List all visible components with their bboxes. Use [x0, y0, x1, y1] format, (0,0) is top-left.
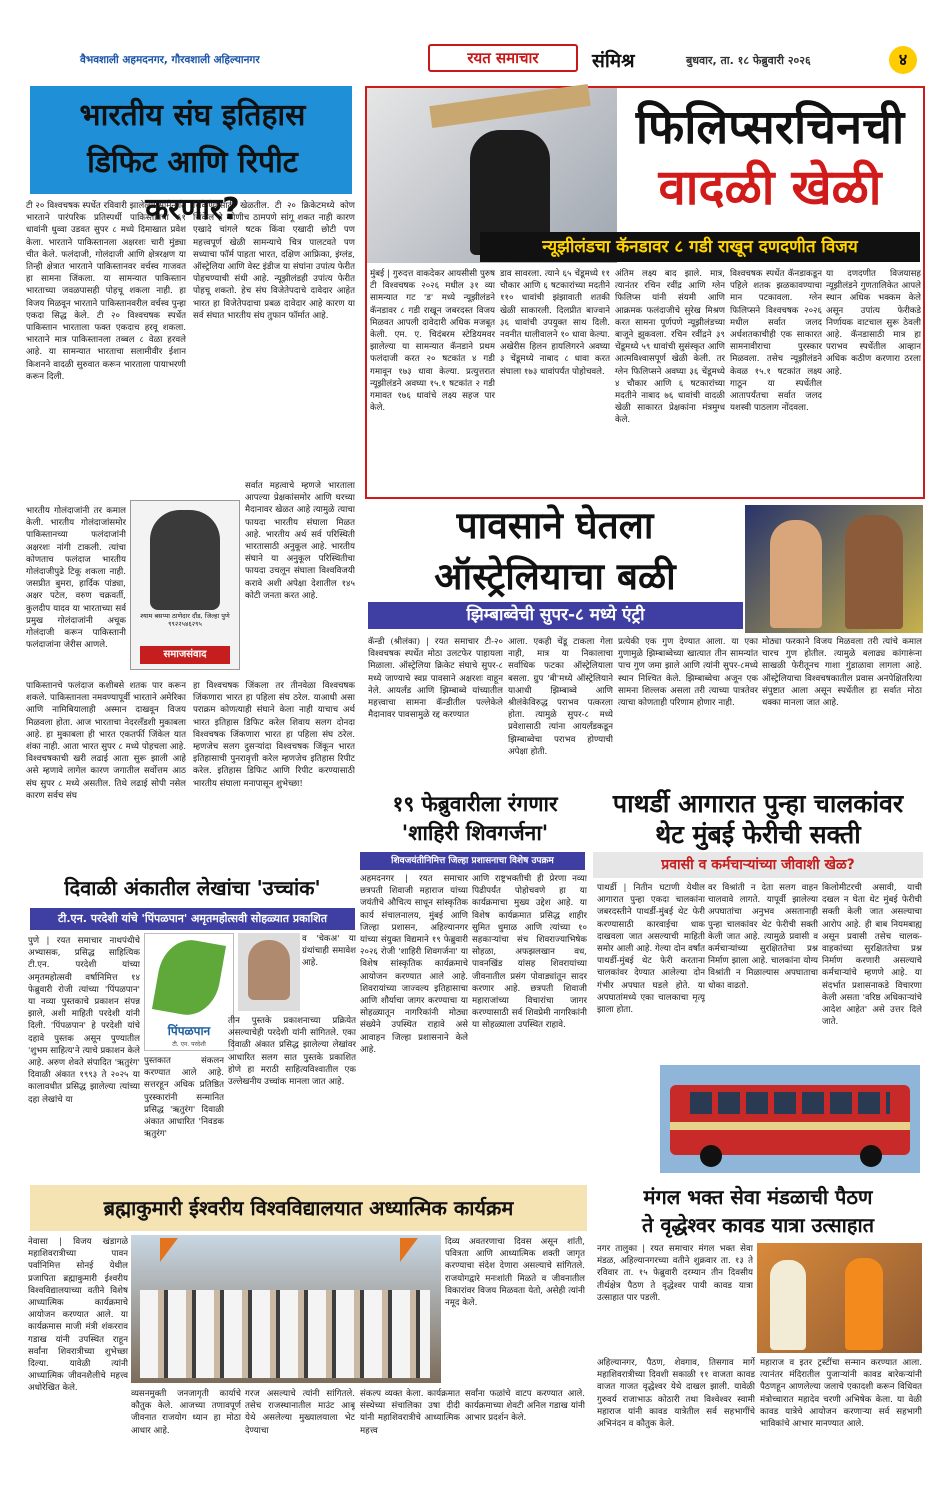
bus-wheel-rear	[860, 1145, 882, 1167]
mangal-column-2: अहिल्यानगर, पैठण, शेवगाव, तिसगाव मार्गे महाशिवरात्रीच्या दिवशी सकाळी ११ वाजता कावड वाजत गाजत वृद्धेश्वर येथे दाखल झाली. यावेळी गुरुवर्य राजाभाऊ कोठारी तथा विश्वेश्वर स्वामी महाराज यांनी कावड यात्रेतील सर्व सहभागींचे अभिनंदन व कौतुक केले.	[597, 1358, 755, 1430]
phillips-column-5: या दणदणीत विजयासह न्यूझीलंडने गुणतालिकेत आपले स्थान अधिक भक्कम केले असून उपांत्य फेरीकडे निर्णायक वाटचाल सुरू ठेवली आहे. कॅनडासाठी मात्र हा पराभव स्पर्धेतील आव्हान अधिक कठीण करणारा ठरला आहे.	[826, 269, 921, 377]
pathardi-column-3: किलोमीटरची असावी, याची दखल न घेता थेट मुंबई फेरीची सक्ती केली जात असल्याचा आरोप आहे. ही बाब नियमबाह्य असून प्रवासी तसेच चालक-वाहकांच्या सुरक्षिततेचा प्रश्न निर्माण करणारी असल्याचे कर्मचाऱ्यांचे म्हणणे आहे. या संदर्भात प्रशासनाकडे विचारणा केली असता 'वरिष्ठ अधिकाऱ्यांचे आदेश आहेत' असे उत्तर दिले जाते.	[822, 883, 922, 1028]
shiv-subhead: शिवजयंतीनिमित्त जिल्हा प्रशासनाचा विशेष उपक्रम	[360, 852, 585, 870]
flag-icon-left	[160, 1238, 178, 1262]
brahma-column-1: नेवासा | विजय खंडागळे महाशिवरात्रीच्या पावन पर्वानिमित्त सोनई येथील प्रजापिता ब्रह्माकुमारी ईश्वरीय विश्वविद्यालयाच्या वतीने विशेष आध्यात्मिक कार्यक्रमाचे आयोजन करण्यात आले. या कार्यक्रमास माजी मंत्री शंकरराव गडाख यांनी उपस्थित राहून सर्वांना शिवरात्रीच्या शुभेच्छा दिल्या. यावेळी त्यांनी आध्यात्मिक जीवनशैलीचे महत्त्व अधोरेखित केले.	[28, 1237, 128, 1394]
left-column-bottom-2: हा विश्वचषक जिंकला तर तीनवेळा विश्वचषक जिंकणारा भारत हा पहिला संघ ठरेल. याआधी असा पराक्रम कोणत्याही संघाने केला नाही याचाच अर्थ भारत इतिहास डिफिट करेल शिवाय सलग दोनदा विश्वचषक जिंकणारा भारत हा पहिला संघ ठरेल. म्हणजेच सलग दुसऱ्यांदा विश्वचषक जिंकून भारत इतिहासाची पुनरावृत्ती करेल म्हणजेच इतिहास रिपीट करेल. इतिहास डिफिट आणि रिपीट करण्यासाठी भारतीय संघाला मनापासून शुभेच्छा!	[193, 681, 355, 789]
phillips-headline-2: वादळी खेळी	[658, 159, 882, 216]
pathardi-headline-line2: थेट मुंबई फेरीची सक्ती	[655, 820, 861, 849]
pathardi-column-1: पाथर्डी | नितीन घटाणी येथील आगारात पुन्हा एकदा चालकांना जबरदस्तीने पाथर्डी-मुंबई थेट फेरी करण्यासाठी कारवाईचा धाक दाखवला जात असल्याची माहिती समोर आली आहे. गेल्या दोन वर्षांत पाथर्डी-मुंबई थेट फेरी करताना चालकांवर देण्यात आलेल्या दोन गंभीर अपघात घडले होते. या अपघातांमध्ये एका चालकाचा मृत्यू झाला होता.	[597, 883, 705, 1016]
diwali-headline: दिवाळी अंकातील लेखांचा 'उच्चांक'	[64, 876, 321, 900]
crowd-figures	[140, 1290, 430, 1378]
book-title: पिंपळपान	[167, 1024, 211, 1038]
brahma-column-2: दिव्य अवतरणाचा दिवस असून शांती, पवित्रता आणि आध्यात्मिक शक्ती जागृत करण्याचा संदेश देणारा असल्याचे सांगितले. राजयोगद्वारे मनःशांती मिळते व जीवनातील विकारांवर विजय मिळवता येतो, असेही त्यांनी नमूद केले.	[445, 1237, 585, 1309]
left-column-bottom-1: पाकिस्तानचे फलंदाज कशीबसे शतक पार करून शकले. पाकिस्तानला नमवण्यापूर्वी भारताने अमेरिका आणि नामिबियालाही अस्मान दाखवून विजय मिळवला होता. आज भारताचा नेदरलँडशी मुकाबला आहे. हा मुकाबला ही भारत एकतर्फी जिंकेल यात शंका नाही. आता भारत सुपर ८ मध्ये पोहचला आहे. विश्वचषकाची खरी लढाई आता सुरू झाली आहे असे म्हणावे लागेल कारण जगातील सर्वोत्तम आठ संघ सुपर ८ मध्ये असतील. तिथे लढाई सोपी नसेल कारण सर्वच संघ	[26, 681, 186, 801]
pathardi-headline-line1: पाथर्डी आगारात पुन्हा चालकांवर	[612, 789, 904, 818]
rain-headline-1: पावसाने घेतला	[456, 504, 654, 547]
player-figure-1	[770, 520, 822, 628]
diwali-column-3: पुस्तकात संकलन करण्यात आले आहे. सत्तरहून अधिक प्रतिष्ठित पुरस्कारांनी सन्मानित प्रसिद्ध 'ऋतुरंग' दिवाळी अंकात आधारित 'निवडक ऋतुरंग'	[144, 1056, 224, 1140]
phillips-headline-1: फिलिप्सरचिनची	[635, 100, 905, 155]
person-figure-2	[845, 1258, 883, 1350]
left-column-1b: भारतीय गोलंदाजांनी तर कमाल केली. भारतीय गोलंदाजांसमोर पाकिस्तानच्या फलंदाजांनी अक्षरशः नांगी टाकली. त्यांचा कोणताच फलंदाज भारतीय गोलंदाजीपुढे टिकू शकला नाही. जसप्रीत बुमरा, हार्दिक पांड्या, अक्षर पटेल, वरुण चक्रवर्ती, कुलदीप यादव या भारताच्या सर्व प्रमुख गोलंदाजांनी अचूक गोलंदाजी करून पाकिस्तानी फलंदाजांना जेरीस आणले.	[26, 506, 126, 651]
person-figure-1	[770, 1260, 806, 1350]
rain-column-2: आला. एकही चेंडू टाकला गेला नाही, मात्र या निकालाचा सर्वाधिक फटका ऑस्ट्रेलियाला बसला. ग्रुप 'बी'मध्ये ऑस्ट्रेलियाने याआधी झिम्बाब्वे आणि श्रीलंकेविरुद्ध पराभव पत्करला होता. त्यामुळे सुपर-८ मध्ये प्रवेशासाठी त्यांना आयर्लंडकडून झिम्बाब्वेचा पराभव होण्याची अपेक्षा होती.	[508, 637, 613, 757]
book-author: टी. एन. परदेशी	[172, 1041, 206, 1048]
left-column-1: टी २० विश्वचषक स्पर्धेत रविवारी झालेल्या सामन्यात भारताने पारंपरिक प्रतिस्पर्धी पाकिस्तानचा ६१ धावांनी धुव्वा उडवत सुपर ८ मध्ये दिमाखात प्रवेश केला. भारताने पाकिस्तानला अक्षरशः चारी मुंड्या चीत केले. फलंदाजी, गोलंदाजी आणि क्षेत्ररक्षण या तिन्ही क्षेत्रात भारताने पाकिस्तानवर वर्चस्व गाजवत हा सामना जिंकला. या सामन्यात पाकिस्तान भारताच्या जवळपासही पोहचू शकला नाही. हा विजय मिळवून भारताने पाकिस्तानवरील वर्चस्व पुन्हा एकदा सिद्ध केले. टी २० विश्वचषक स्पर्धेत पाकिस्तान भारताला फक्त एकदाच हरवू शकला. भारताने मात्र पाकिस्तानला तब्बल ८ वेळा हरवले आहे. या सामन्यात भारताचा सलामीवीर ईशान किशनने वादळी सुरुवात करून भारताला पायाभरणी करून दिली.	[26, 201, 186, 382]
masthead-tagline: वैभवशाली अहमदनगर, गौरवशाली अहिल्यानगर	[80, 54, 260, 66]
rain-column-3: प्रत्येकी एक गुण देण्यात आला. या एका गुणामुळे झिम्बाब्वेच्या खात्यात तीन सामन्यांत पाच गुण जमा झाले आणि त्यांनी सुपर-८मध्ये स्थान निश्चित केले. झिम्बाब्वेचा अजून एक सामना शिल्लक असला तरी त्याच्या पात्रतेवर त्याचा कोणताही परिणाम होणार नाही.	[618, 637, 758, 709]
column-badge: समाजसंवाद	[140, 646, 230, 664]
flag-icon-right	[400, 1238, 418, 1262]
mangal-headline	[593, 1183, 923, 1239]
phillips-column-4: विश्वचषक स्पर्धेत कॅनडाकडून पहिले शतक झळकावण्याचा मान पटकावला. ग्लेन फिलिप्सने विश्वचषक २०२६ मधील सर्वात जलद अर्धशतकाचीही एक साकारत सामनावीराचा पुरस्कार मिळवला. तसेच न्यूझीलंडने केवळ १५.१ षटकांत लक्ष्य गाठून या स्पर्धेतील आतापर्यंतचा सर्वात जलद यशस्वी पाठलाग नोंदवला.	[730, 269, 822, 414]
phillips-column-2: डाव सावरला. त्याने ६५ चेंडूमध्ये ११ चौकार आणि ६ षटकारांच्या मदतीने ११० धावांची झंझावाती शतकी खेळी साकारली. दिलप्रीत बाज्वाने ३६ धावांची उपयुक्त साथ दिली. नवनीत धालीवालने १० धावा केल्या. अखेरीस हिलन हायलिगरने अवघ्या ३ चेंडूमध्ये नाबाद ८ धावा करत संघाला १७३ धावांपर्यंत पोहोचवले.	[500, 269, 610, 377]
bus-stripe	[670, 1122, 910, 1130]
rain-column-4: मोठ्या फरकाने विजय मिळवला तरी त्यांचे कमाल चारच गुण होतील. त्यामुळे बलाढ्य कांगारूंना साखळी फेरीतूनच गाशा गुंडाळावा लागला आहे. ऑस्ट्रेलियाचा विश्वचषकातील प्रवास अनपेक्षितरित्या संपुष्टात आला असून स्पर्धेतील हा सर्वात मोठा धक्का मानला जात आहे.	[762, 637, 922, 709]
diwali-subhead: टी.एन. परदेशी यांचे 'पिंपळपान' अमृतमहोत्सवी सोहळ्यात प्रकाशित	[30, 908, 355, 930]
phillips-subhead: न्यूझीलंडचा कॅनडावर ८ गडी राखून दणदणीत विजय	[480, 232, 920, 262]
mangal-column-3: महाराज व इतर ट्रस्टींचा सन्मान करण्यात आला. त्यानंतर मंदिरातील पुजाऱ्यांनी कावड बारेकऱ्यांनी पैठणहून आणलेल्या जलाचे एकादशी करून विधिवत मंत्रोच्चारात महादेव चरणी अभिषेक केला. या वेळी कावड यात्रेचे आयोजन करणाऱ्या सर्व सहभागी भाविकांचे आभार मानण्यात आले.	[760, 1358, 922, 1430]
brahma-column-4: गरज असल्याचे त्यांनी सांगितले. तसेच राजस्थानातील माउंट आबू येथे असलेल्या मुख्यालयाला भेट देण्याचा	[245, 1389, 355, 1436]
shiv-column-1: अहमदनगर | रयत समाचार छत्रपती शिवाजी महाराज यांच्या जयंतीचे औचित्य साधून सांस्कृतिक कार्य संचालनालय, मुंबई आणि जिल्हा प्रशासन, अहिल्यानगर यांच्या संयुक्त विद्यमाने १९ फेब्रुवारी २०२६ रोजी 'शाहिरी शिवगर्जना' या विशेष सांस्कृतिक कार्यक्रमाचे आयोजन करण्यात आले आहे. शिवरायांच्या जाज्वल्य इतिहासाचा आणि शौर्याचा जागर करण्याचा या सोहळ्यातून नागरिकांनी मोठ्या संख्येने उपस्थित राहावे असे आवाहन जिल्हा प्रशासनाने केले आहे.	[360, 874, 468, 1055]
phillips-column-3: अंतिम लक्ष्य बाद झाले. मात्र, त्यानंतर रचिन रवींद्र आणि ग्लेन फिलिप्स यांनी संयमी आणि आक्रमक फलंदाजीचे सुरेख मिश्रण करत सामना पूर्णपणे न्यूझीलंडच्या बाजूने झुकवला. रचिन रवींद्रने ३९ चेंडूमध्ये ५९ धावांची सुसंस्कृत आणि आत्मविश्वासपूर्ण खेळी केली. तर ग्लेन फिलिप्सने अवघ्या ३६ चेंडूमध्ये ४ चौकार आणि ६ षटकारांच्या मदतीने नाबाद ७६ धावांची वादळी खेळी साकारत प्रेक्षकांना मंत्रमुग्ध केले.	[615, 269, 725, 426]
shiv-column-2: आणि राष्ट्रभक्तीची ही प्रेरणा नव्या पिढीपर्यंत पोहोचवणे हा या कार्यक्रमाचा मुख्य उद्देश आहे. या विशेष कार्यक्रमात प्रसिद्ध शाहीर सुमित धुमाळ आणि त्यांच्या १० सहकाऱ्यांचा संच शिवराज्याभिषेक सोहळा, अफझलखान वध, पावनखिंड यांसह शिवरायांच्या जीवनातील प्रसंग पोवाड्यांतून सादर करणार आहे. छत्रपती शिवाजी महाराजांच्या विचारांचा जागर करण्यासाठी सर्व शिवप्रेमी नागरिकांनी या सोहळ्याला उपस्थित राहावे.	[472, 874, 587, 1031]
page-number: ४	[889, 46, 917, 74]
author-photo	[248, 940, 290, 1000]
issue-date: बुधवार, ता. १८ फेब्रुवारी २०२६	[686, 54, 811, 67]
shiv-headline-line1: १९ फेब्रुवारीला रंगणार	[392, 792, 558, 816]
brahma-column-6: सर्वांना फळांचे वाटप करण्यात आले. कार्यक्रमाच्या शेवटी अनिल गडाख यांनी आभार प्रदर्शन केले.	[465, 1389, 585, 1424]
bus-wheel-front	[700, 1145, 722, 1167]
pathardi-subhead: प्रवासी व कर्मचाऱ्यांच्या जीवाशी खेळ?	[593, 852, 923, 878]
mangal-headline-line1: मंगल भक्त सेवा मंडळाची पैठण	[643, 1185, 873, 1209]
phillips-column-1: मुंबई | गुरुदत्त वाकदेकर आयसीसी पुरुष टी विश्वचषक २०२६ मधील ३१ व्या सामन्यात गट 'ड' मध्ये न्यूझीलंडने कॅनडावर ८ गडी राखून जबरदस्त विजय मिळवत आपली दावेदारी अधिक मजबूत केली. एम. ए. चिदंबरम स्टेडियमवर झालेल्या या सामन्यात कॅनडाने प्रथम फलंदाजी करत २० षटकांत ४ गडी गमावून १७३ धावा केल्या. प्रत्युत्तरात न्यूझीलंडने अवघ्या १५.१ षटकांत २ गडी गमावत १७६ धावांचे लक्ष्य सहज पार केले.	[370, 269, 495, 414]
mangal-headline-line2: ते वृद्धेश्वर कावड यात्रा उत्साहात	[641, 1213, 875, 1237]
columnist-photo	[150, 510, 220, 610]
rain-subhead: झिम्बाब्वेची सुपर-८ मध्ये एंट्री	[368, 602, 743, 629]
diwali-column-4: तीन पुस्तके प्रकाशनाच्या प्रक्रियेत असल्याचेही परदेशी यांनी सांगितले. एका दिवाळी अंकात प्रसिद्ध झालेल्या लेखांवर आधारित सलग सात पुस्तके प्रकाशित होणे हा मराठी साहित्यविश्वातील एक उल्लेखनीय उच्चांक मानला जात आहे.	[228, 1016, 356, 1088]
rain-headline-2: ऑस्ट्रेलियाचा बळी	[434, 555, 676, 598]
brahma-column-3: व्यसनमुक्ती जनजागृती कार्याचे कौतुक केले. आजच्या तणावपूर्ण जीवनात राजयोग ध्यान हा मोठा आधार आहे.	[131, 1389, 241, 1436]
pathardi-column-2: वर विश्रांती न देता सलग वाहन चालवावे लागते. यापूर्वी झालेल्या अपघातांचा अनुभव असतानाही पुन्हा चालकांवर थेट फेरीची सक्ती केली जात आहे. त्यामुळे प्रवासी व कर्मचाऱ्यांच्या सुरक्षिततेचा प्रश्न निर्माण झाला आहे. चालकांना योग्य विश्रांती न मिळाल्यास अपघाताचा धोका वाढतो.	[708, 883, 818, 991]
mangal-column-1: नगर तालुका | रयत समाचार मंगल भक्त सेवा मंडळ, अहिल्यानगरच्या वतीने शुक्रवार ता. १३ ते रविवार ता. १५ फेब्रुवारी दरम्यान तीन दिवसीय तीर्थक्षेत्र पैठण ते वृद्धेश्वर पायी कावड यात्रा उत्साहात पार पडली.	[597, 1244, 753, 1303]
diwali-column-2: व 'चेकअ' या ग्रंथांचाही समावेश आहे.	[302, 934, 356, 969]
brahma-headline: ब्रह्माकुमारी ईश्वरीय विश्वविद्यालयात अध्यात्मिक कार्यक्रम	[103, 1196, 514, 1220]
diwali-column-1: पुणे | रयत समाचार नाथपंथीचे अभ्यासक, प्रसिद्ध साहित्यिक टी.एन. परदेशी यांच्या अमृतमहोत्सवी वर्षानिमित्त १४ फेब्रुवारी रोजी त्यांच्या 'पिंपळपान' या नव्या पुस्तकाचे प्रकाशन संपन्न झाले, अशी माहिती परदेशी यांनी दिली. 'पिंपळपान' हे परदेशी यांचे दहावे पुस्तक असून पुण्यातील 'शुभम साहित्य'ने त्याचे प्रकाशन केले आहे. अरुण शेवते संपादित 'ऋतुरंग' दिवाळी अंकात १९९३ ते २०२५ या कालावधीत प्रसिद्ध झालेल्या त्यांच्या दहा लेखांचे या	[28, 936, 140, 1105]
shiv-headline	[360, 790, 590, 848]
left-column-2b: सर्वात महत्वाचे म्हणजे भारताला आपल्या प्रेक्षकांसमोर आणि घरच्या मैदानावर खेळत आहे त्यामुळे त्याचा फायदा भारतीय संघाला मिळत आहे. भारतीय अर्थ सर्व परिस्थिती भारतासाठी अनुकूल आहे. भारतीय संघाने या अनुकूल परिस्थितीचा फायदा उचलून संघाला विश्वविजयी करावे अशी अपेक्षा देशातील १४५ कोटी जनता करत आहे.	[245, 481, 355, 601]
bus-windows	[690, 1092, 890, 1114]
rain-column-1: कॅन्डी (श्रीलंका) | रयत समाचार टी-२० विश्वचषक स्पर्धेत मोठा उलटफेर पाहायला मिळाला. ऑस्ट्रेलिया क्रिकेट संघाचे सुपर-८ मध्ये जाण्याचे स्वप्न पावसाने अक्षरशः वाहून नेले. आयर्लंड आणि झिम्बाब्वे यांच्यातील महत्त्वाचा सामना कॅन्डीतील पल्लेकेले मैदानावर पावसामुळे रद्द करण्यात	[368, 637, 503, 721]
brahma-column-5: संकल्प व्यक्त केला. कार्यक्रमात संस्थेच्या संचालिका उषा दीदी यांनी महाशिवरात्रीचे आध्यात्मिक महत्त्व	[360, 1389, 460, 1436]
player-figure-2	[845, 515, 903, 629]
pathardi-headline	[593, 788, 923, 850]
shiv-headline-line2: 'शाहिरी शिवगर्जना'	[401, 821, 549, 845]
newspaper-logo: रयत समाचार	[428, 44, 578, 72]
left-column-2: जिंकण्यासाठी खेळतील. टी २० क्रिकेटमध्ये कोण जिंकेल हे कोणीच ठामपणे सांगू शकत नाही कारण एखादे चांगले षटक किंवा एखादी छोटी पण महत्त्वपूर्ण खेळी सामन्याचे चित्र पालटवते पण सध्याचा फॉर्म पाहता भारत, दक्षिण आफ्रिका, इंग्लंड, ऑस्ट्रेलिया आणि वेस्ट इंडीज या संघांना उपांत्य फेरीत पोहचण्याची संधी आहे. न्यूझीलंडही उपांत्य फेरीत पोहचू शकतो. हेच संघ विजेतेपदाचे दावेदार आहेत भारत हा विजेतेपदाचा प्रबळ दावेदार आहे कारण या सर्व संघात भारतीय संघ तुफान फॉर्मात आहे.	[193, 201, 355, 321]
columnist-caption: श्याम बसप्पा ठाणेदार दौंड, जिल्हा पुणे ९९२२५४६२९५	[140, 612, 230, 629]
left-headline-line1: भारतीय संघ इतिहास	[79, 98, 306, 133]
section-name: संमिश्र	[592, 50, 635, 72]
left-headline-line2: डिफिट आणि रिपीट करणार?	[87, 145, 298, 227]
